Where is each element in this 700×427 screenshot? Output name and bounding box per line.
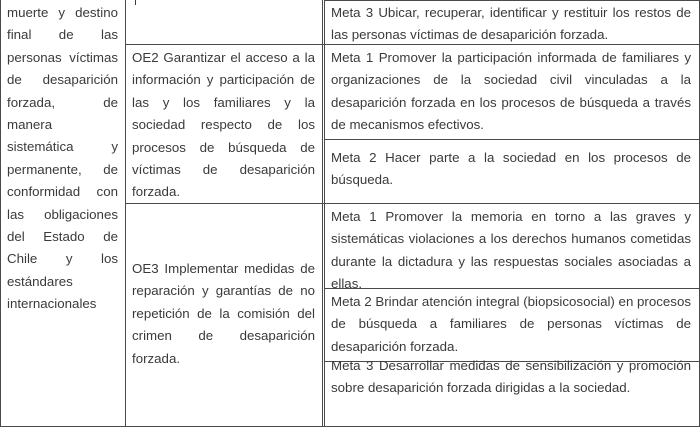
oe2-meta-1: Meta 1 Promover la participación informada de familiares y organizaciones de la sociedad civil vinculadas a la desaparición forzada en los procesos de búsqueda a través de mecanismos efectivos. xyxy=(331,50,691,133)
row-divider-meta3-top xyxy=(324,0,699,1)
oe1-label-fragment xyxy=(135,0,140,5)
column-divider-2 xyxy=(322,0,323,427)
row-divider-oe2-meta2 xyxy=(324,139,699,140)
column-divider-3 xyxy=(324,0,325,427)
general-objective-text: muerte y destino final de las personas víctimas de desaparición forzada, de manera sistemática y permanente, de conformidad con las obligaciones del Estado de Chile y los estándares internacionales xyxy=(7,5,118,312)
table-left-border xyxy=(0,0,1,427)
oe1-meta-3: Meta 3 Ubicar, recuperar, identificar y restituir los restos de las personas víctimas de desaparición forzada. xyxy=(331,5,691,43)
oe2-meta-2: Meta 2 Hacer parte a la sociedad en los procesos de búsqueda. xyxy=(331,150,691,188)
column-divider-1 xyxy=(125,0,126,427)
oe3-label: OE3 Implementar medidas de reparación y garantías de no repetición de la comisión del crimen de desaparición forzada. xyxy=(132,261,315,366)
oe3-meta-2: Meta 2 Brindar atención integral (biopsicosocial) en procesos de búsqueda a familiares de personas víctimas de desaparición forzada. xyxy=(331,294,691,354)
oe3-meta-1: Meta 1 Promover la memoria en torno a las graves y sistemáticas violaciones a los derechos humanos cometidas durante la dictadura y las respuestas sociales asociadas a ellas. xyxy=(331,209,691,292)
oe2-label: OE2 Garantizar el acceso a la información y participación de las y los familiares y la sociedad respecto de los procesos de búsqueda de víctimas de desaparición forzada. xyxy=(132,50,315,200)
oe3-meta-3: Meta 3 Desarrollar medidas de sensibilización y promoción sobre desaparición forzada dirigidas a la sociedad. xyxy=(331,358,691,396)
